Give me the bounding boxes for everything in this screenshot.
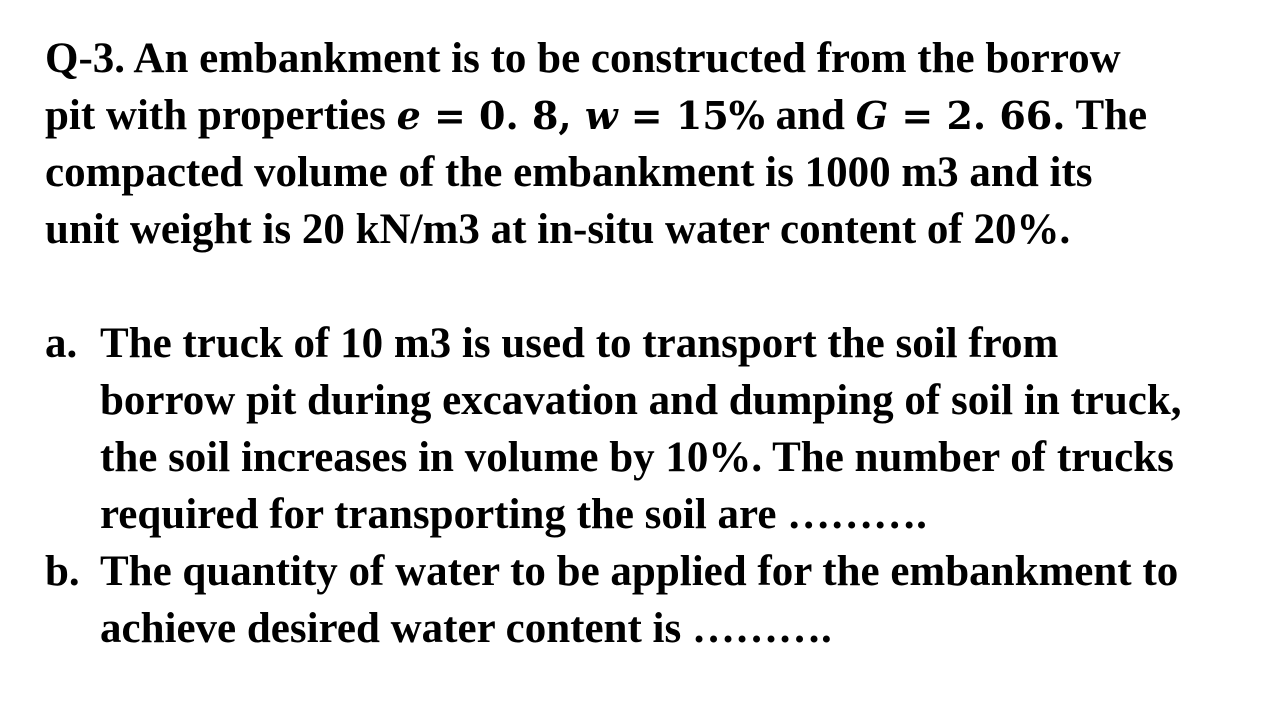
variable-w: w	[584, 93, 618, 138]
spacer	[45, 258, 1260, 315]
sub-question-line: required for transporting the soil are ……….	[100, 491, 927, 538]
list-marker: a.	[45, 320, 78, 367]
equation-void-ratio	[397, 93, 765, 138]
value-e: = 0. 8,	[420, 93, 585, 138]
sub-question-line: The truck of 10 m3 is used to transport the soil from	[100, 320, 1059, 367]
sub-question-line: The quantity of water to be applied for the embankment to	[100, 548, 1179, 595]
sub-question-line: the soil increases in volume by 10%. The number of trucks	[100, 434, 1174, 481]
sub-question-line: achieve desired water content is ……….	[100, 605, 832, 652]
question-text-fragment: The	[1065, 92, 1148, 139]
variable-e: e	[396, 93, 421, 138]
value-w: = 15%	[617, 93, 765, 138]
sub-question-line: borrow pit during excavation and dumping of soil in truck,	[100, 377, 1182, 424]
sub-question-list	[45, 315, 1260, 657]
equation-specific-gravity	[856, 93, 1066, 138]
question-text-fragment: pit with properties	[45, 92, 397, 139]
list-marker: b.	[45, 548, 80, 595]
question-line: compacted volume of the embankment is 1000 m3 and its	[45, 149, 1093, 196]
value-g: = 2. 66.	[888, 93, 1066, 138]
sub-question-a	[45, 315, 1260, 543]
question-line	[45, 87, 1260, 144]
question-line: unit weight is 20 kN/m3 at in-situ water content of 20%.	[45, 206, 1071, 253]
question-text	[45, 30, 1260, 258]
question-text-fragment: and	[764, 92, 856, 139]
question-line: Q-3. An embankment is to be constructed from the borrow	[45, 35, 1121, 82]
variable-g: G	[855, 93, 889, 138]
sub-question-b	[45, 543, 1260, 657]
